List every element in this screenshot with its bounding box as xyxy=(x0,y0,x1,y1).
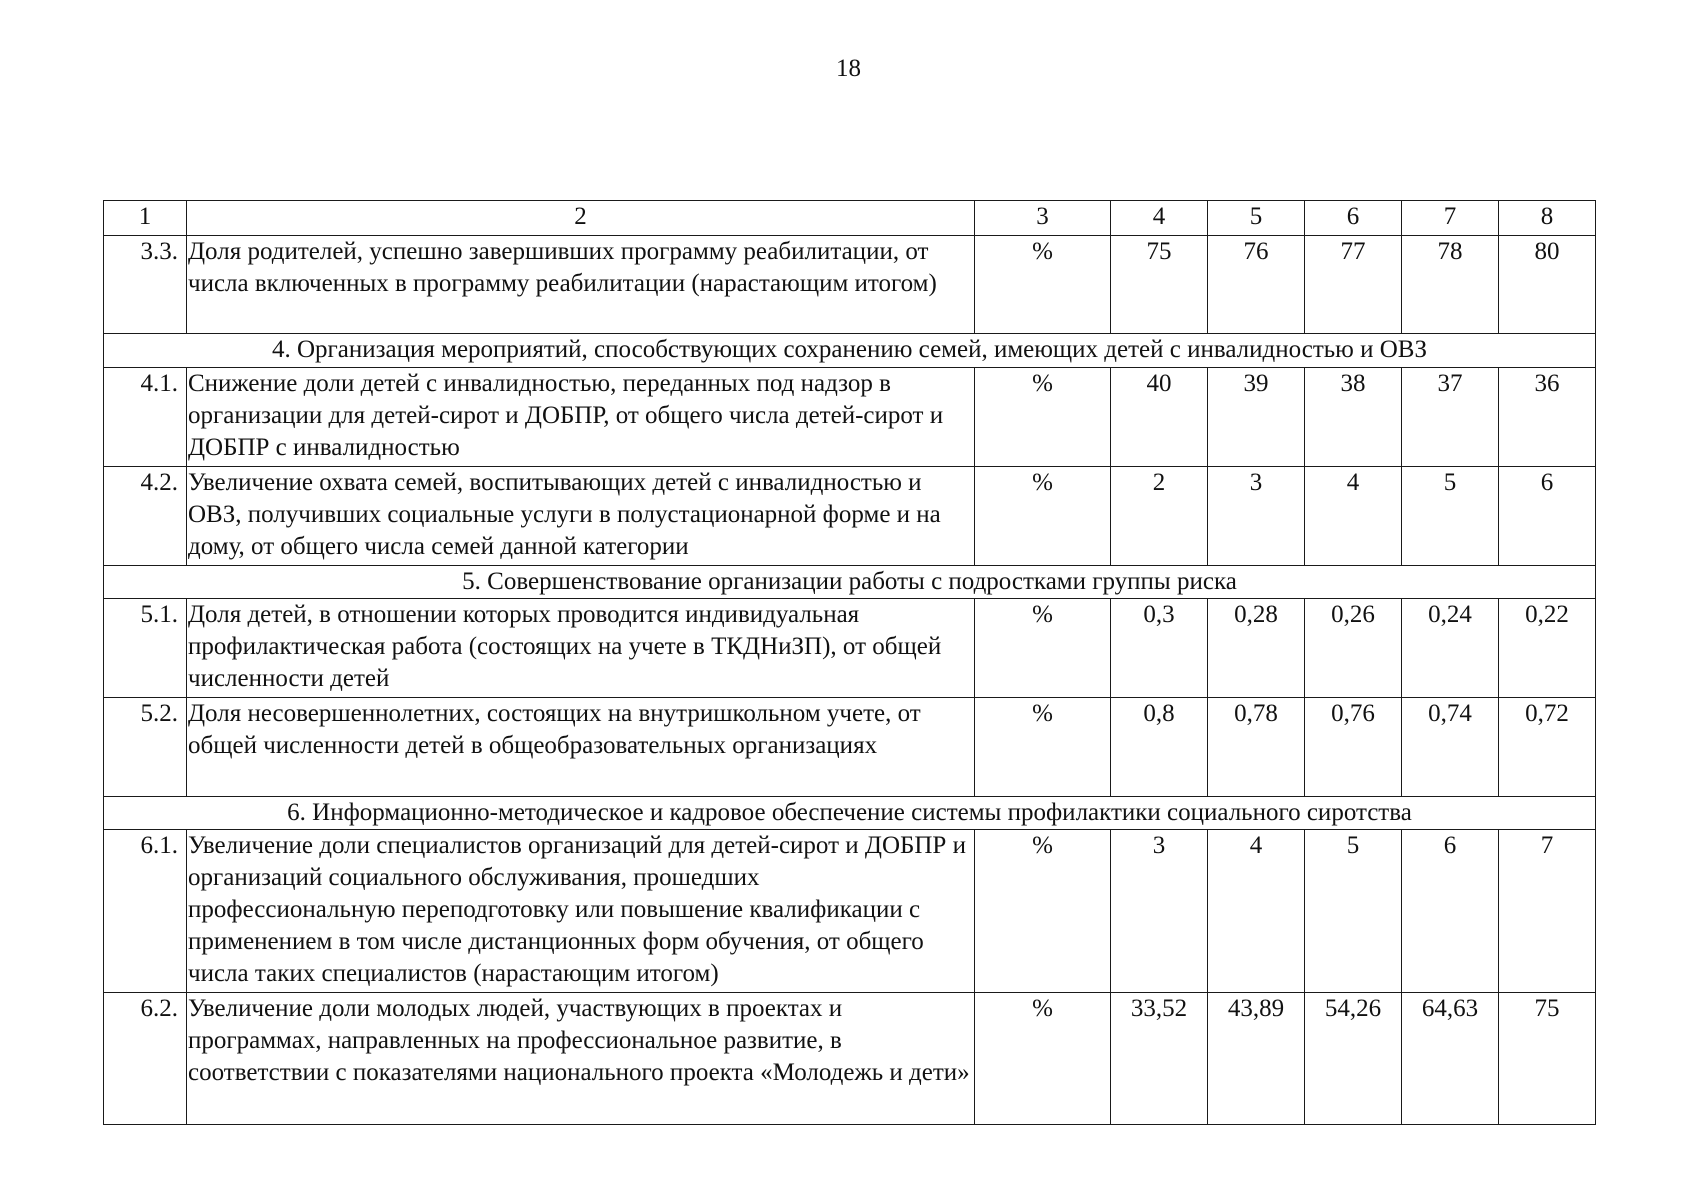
indicators-table-wrap xyxy=(103,200,1595,1125)
row-number: 4.1. xyxy=(104,368,187,467)
unit-cell: % xyxy=(975,236,1111,334)
value-cell: 38 xyxy=(1305,368,1402,467)
section-title: 4. Организация мероприятий, способствующих сохранению семей, имеющих детей с инвалидностью и ОВЗ xyxy=(104,334,1596,368)
value-cell: 0,3 xyxy=(1111,599,1208,698)
unit-cell: % xyxy=(975,993,1111,1125)
value-cell: 75 xyxy=(1499,993,1596,1125)
indicator-name: Доля родителей, успешно завершивших программу реабилитации, от числа включенных в программу реабилитации (нарастающим итогом) xyxy=(187,236,975,334)
value-cell: 75 xyxy=(1111,236,1208,334)
value-cell: 4 xyxy=(1208,830,1305,993)
indicator-name: Увеличение охвата семей, воспитывающих детей с инвалидностью и ОВЗ, получивших социальные услуги в полустационарной форме и на дому, от общего числа семей данной категории xyxy=(187,467,975,566)
section-row xyxy=(104,797,1596,830)
value-cell: 0,72 xyxy=(1499,698,1596,797)
section-title: 5. Совершенствование организации работы с подростками группы риска xyxy=(104,566,1596,599)
value-cell: 76 xyxy=(1208,236,1305,334)
value-cell: 3 xyxy=(1208,467,1305,566)
table-header-row xyxy=(104,201,1596,236)
table-row xyxy=(104,236,1596,334)
indicator-name: Доля детей, в отношении которых проводится индивидуальная профилактическая работа (состоящих на учете в ТКДНиЗП), от общей численности детей xyxy=(187,599,975,698)
table-row xyxy=(104,830,1596,993)
value-cell: 0,74 xyxy=(1402,698,1499,797)
header-cell: 1 xyxy=(104,201,187,236)
value-cell: 7 xyxy=(1499,830,1596,993)
table-row xyxy=(104,599,1596,698)
value-cell: 77 xyxy=(1305,236,1402,334)
value-cell: 0,26 xyxy=(1305,599,1402,698)
value-cell: 39 xyxy=(1208,368,1305,467)
header-cell: 3 xyxy=(975,201,1111,236)
value-cell: 0,28 xyxy=(1208,599,1305,698)
value-cell: 33,52 xyxy=(1111,993,1208,1125)
value-cell: 0,76 xyxy=(1305,698,1402,797)
value-cell: 0,8 xyxy=(1111,698,1208,797)
row-number: 6.2. xyxy=(104,993,187,1125)
row-number: 4.2. xyxy=(104,467,187,566)
header-cell: 2 xyxy=(187,201,975,236)
table-row xyxy=(104,467,1596,566)
value-cell: 36 xyxy=(1499,368,1596,467)
unit-cell: % xyxy=(975,467,1111,566)
section-row xyxy=(104,334,1596,368)
value-cell: 3 xyxy=(1111,830,1208,993)
table-row xyxy=(104,368,1596,467)
indicator-name: Снижение доли детей с инвалидностью, переданных под надзор в организации для детей-сирот и ДОБПР, от общего числа детей-сирот и ДОБПР с инвалидностью xyxy=(187,368,975,467)
table-row xyxy=(104,698,1596,797)
value-cell: 78 xyxy=(1402,236,1499,334)
value-cell: 6 xyxy=(1402,830,1499,993)
row-number: 5.1. xyxy=(104,599,187,698)
header-cell: 5 xyxy=(1208,201,1305,236)
value-cell: 43,89 xyxy=(1208,993,1305,1125)
header-cell: 4 xyxy=(1111,201,1208,236)
header-cell: 7 xyxy=(1402,201,1499,236)
row-number: 6.1. xyxy=(104,830,187,993)
value-cell: 80 xyxy=(1499,236,1596,334)
value-cell: 0,24 xyxy=(1402,599,1499,698)
value-cell: 5 xyxy=(1402,467,1499,566)
value-cell: 4 xyxy=(1305,467,1402,566)
value-cell: 0,78 xyxy=(1208,698,1305,797)
indicator-name: Доля несовершеннолетних, состоящих на внутришкольном учете, от общей численности детей в общеобразовательных организациях xyxy=(187,698,975,797)
unit-cell: % xyxy=(975,830,1111,993)
table-row xyxy=(104,993,1596,1125)
page-number: 18 xyxy=(836,55,861,82)
unit-cell: % xyxy=(975,698,1111,797)
unit-cell: % xyxy=(975,368,1111,467)
row-number: 5.2. xyxy=(104,698,187,797)
indicator-name: Увеличение доли специалистов организаций для детей-сирот и ДОБПР и организаций социального обслуживания, прошедших профессиональную переподготовку или повышение квалификации с применением в том числе дистанционных форм обучения, от общего числа таких специалистов (нарастающим итогом) xyxy=(187,830,975,993)
value-cell: 5 xyxy=(1305,830,1402,993)
header-cell: 8 xyxy=(1499,201,1596,236)
indicators-table xyxy=(103,200,1596,1125)
value-cell: 2 xyxy=(1111,467,1208,566)
section-title: 6. Информационно-методическое и кадровое обеспечение системы профилактики социального сиротства xyxy=(104,797,1596,830)
value-cell: 6 xyxy=(1499,467,1596,566)
value-cell: 0,22 xyxy=(1499,599,1596,698)
value-cell: 54,26 xyxy=(1305,993,1402,1125)
value-cell: 64,63 xyxy=(1402,993,1499,1125)
unit-cell: % xyxy=(975,599,1111,698)
row-number: 3.3. xyxy=(104,236,187,334)
indicator-name: Увеличение доли молодых людей, участвующих в проектах и программах, направленных на профессиональное развитие, в соответствии с показателями национального проекта «Молодежь и дети» xyxy=(187,993,975,1125)
header-cell: 6 xyxy=(1305,201,1402,236)
value-cell: 40 xyxy=(1111,368,1208,467)
section-row xyxy=(104,566,1596,599)
value-cell: 37 xyxy=(1402,368,1499,467)
